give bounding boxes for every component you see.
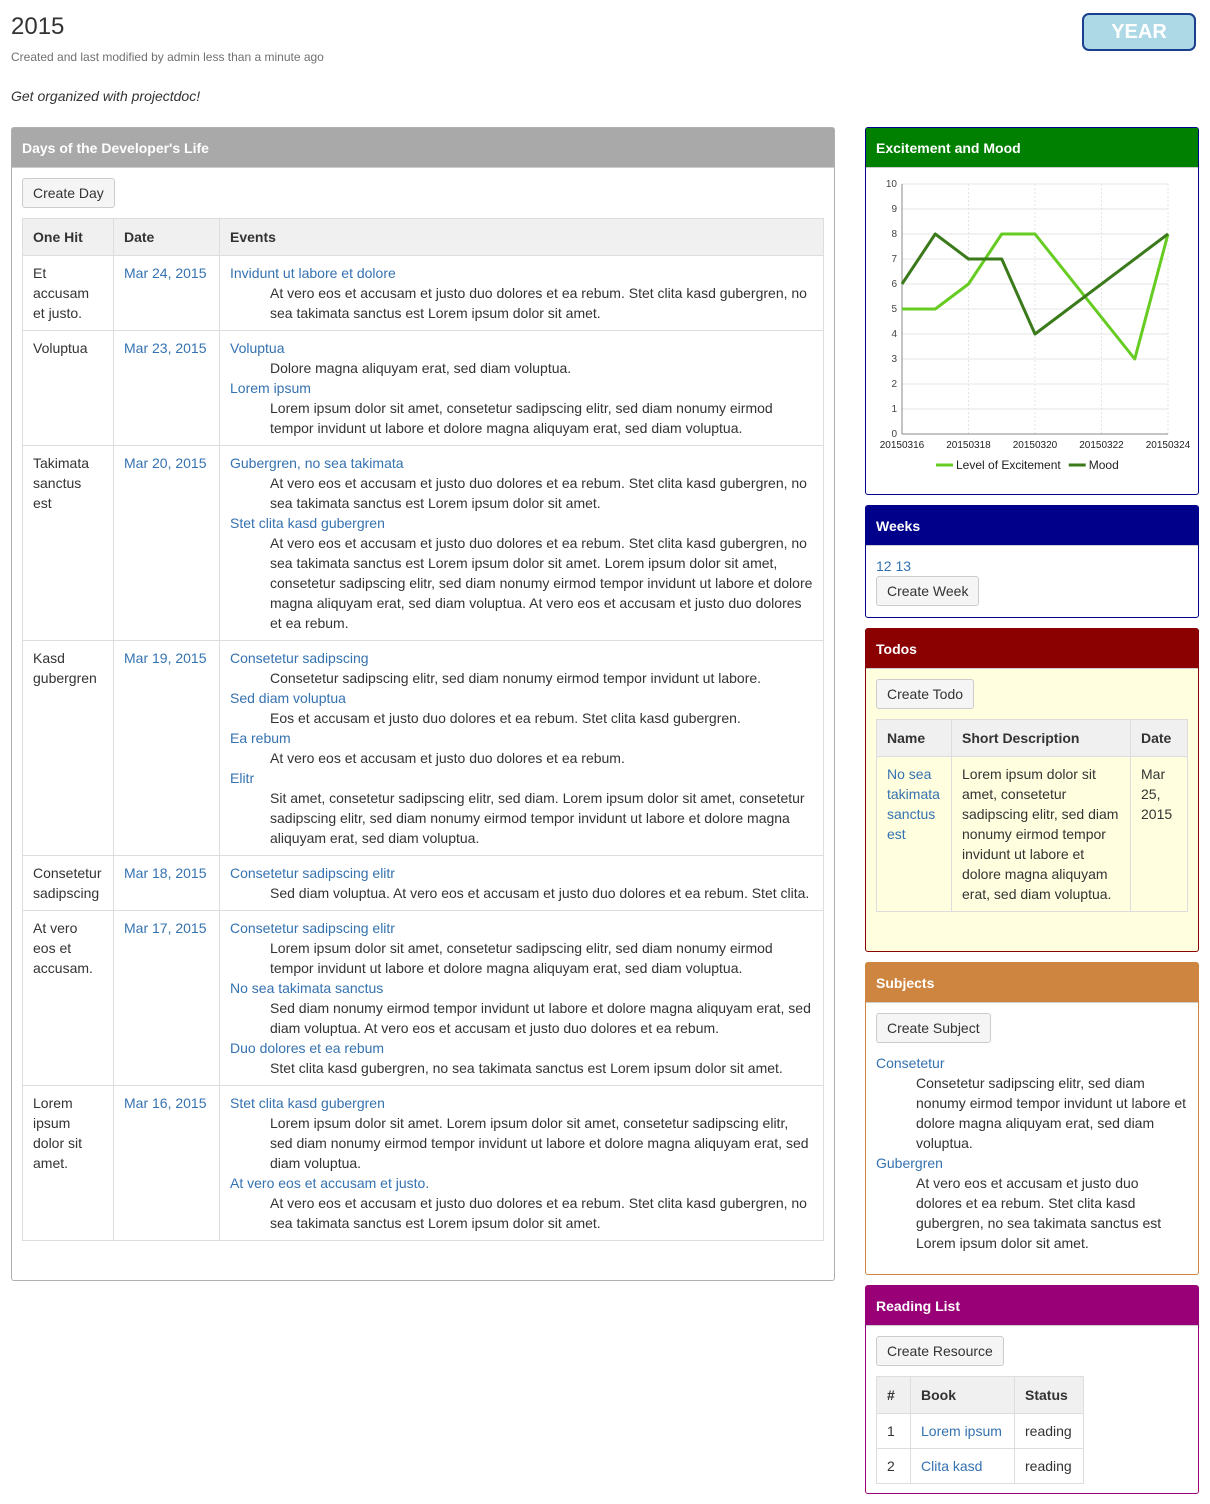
event-description: At vero eos et accusam et justo duo dolores et ea rebum.: [270, 750, 625, 766]
table-row: [877, 1449, 1084, 1484]
table-row: [23, 446, 824, 641]
day-date-link[interactable]: Mar 20, 2015: [124, 455, 207, 471]
event-description: Sit amet, consetetur sadipscing elitr, sed diam. Lorem ipsum dolor sit amet, consetetur sadipscing elitr, sed diam nonumy eirmod tempor invidunt ut labore et dolore magna aliquyam erat, sed diam voluptua.: [270, 790, 805, 846]
table-row: [23, 856, 824, 911]
weeks-list: [876, 556, 1188, 576]
event-link[interactable]: Ea rebum: [230, 730, 291, 746]
subject-description: Consetetur sadipscing elitr, sed diam nonumy eirmod tempor invidunt ut labore et dolore magna aliquyam erat, sed diam voluptua.: [916, 1075, 1187, 1151]
date-cell: [114, 641, 220, 856]
y-tick-label: 4: [891, 329, 897, 340]
todo-description: Lorem ipsum dolor sit amet, consetetur sadipscing elitr, sed diam nonumy eirmod tempor invidunt ut labore et dolore magna aliquyam erat, sed diam voluptua.: [952, 757, 1131, 912]
x-tick-label: 20150316: [879, 440, 925, 451]
event-description: At vero eos et accusam et justo duo dolores et ea rebum. Stet clita kasd gubergren, no sea takimata sanctus est Lorem ipsum dolor sit amet.: [270, 1195, 807, 1231]
y-tick-label: 3: [891, 354, 897, 365]
event-description: Sed diam nonumy eirmod tempor invidunt ut labore et dolore magna aliquyam erat, sed diam voluptua. At vero eos et accusam et justo duo dolores et ea rebum.: [270, 1000, 811, 1036]
one-hit-cell: Kasd gubergren: [23, 641, 114, 856]
column-header-name[interactable]: Name: [877, 720, 952, 757]
y-tick-label: 0: [891, 429, 897, 440]
column-header-events[interactable]: Events: [220, 219, 824, 256]
day-date-link[interactable]: Mar 16, 2015: [124, 1095, 207, 1111]
event-description: Dolore magna aliquyam erat, sed diam voluptua.: [270, 360, 572, 376]
event-link[interactable]: Sed diam voluptua: [230, 690, 346, 706]
column-header-short-description[interactable]: Short Description: [952, 720, 1131, 757]
x-tick-label: 20150320: [1012, 440, 1058, 451]
todos-panel: [865, 628, 1199, 952]
date-cell: [114, 911, 220, 1086]
table-row: [23, 256, 824, 331]
create-todo-button[interactable]: Create Todo: [876, 679, 974, 709]
weeks-panel: [865, 505, 1199, 618]
week-link[interactable]: 13: [895, 558, 912, 574]
create-week-button[interactable]: Create Week: [876, 576, 979, 606]
events-cell: [220, 1086, 824, 1241]
event-link[interactable]: Gubergren, no sea takimata: [230, 455, 404, 471]
legend-label: Mood: [1088, 458, 1119, 472]
table-row: [23, 911, 824, 1086]
todo-name-cell: [877, 757, 952, 912]
y-tick-label: 1: [891, 404, 897, 415]
table-row: [23, 331, 824, 446]
column-header-date[interactable]: Date: [114, 219, 220, 256]
event-link[interactable]: Voluptua: [230, 340, 285, 356]
events-list: [230, 263, 813, 323]
one-hit-cell: Voluptua: [23, 331, 114, 446]
event-link[interactable]: Elitr: [230, 770, 255, 786]
subject-description: At vero eos et accusam et justo duo dolores et ea rebum. Stet clita kasd gubergren, no sea takimata sanctus est Lorem ipsum dolor sit amet.: [916, 1175, 1162, 1251]
table-row: [877, 757, 1188, 912]
year-badge: YEAR: [1082, 13, 1196, 51]
column-header-date[interactable]: Date: [1131, 720, 1188, 757]
column-header-one-hit[interactable]: One Hit: [23, 219, 114, 256]
chart-panel-title: Excitement and Mood: [866, 128, 1198, 168]
event-description: Lorem ipsum dolor sit amet. Lorem ipsum dolor sit amet, consetetur sadipscing elitr, sed diam nonumy eirmod tempor invidunt ut labore et dolore magna aliquyam erat, sed diam voluptua.: [270, 1115, 809, 1171]
column-header-status[interactable]: Status: [1015, 1377, 1084, 1414]
one-hit-cell: Consetetur sadipscing: [23, 856, 114, 911]
book-cell: [911, 1449, 1015, 1484]
weeks-panel-title: Weeks: [866, 506, 1198, 546]
column-header-number[interactable]: #: [877, 1377, 911, 1414]
y-tick-label: 7: [891, 254, 897, 265]
x-tick-label: 20150318: [946, 440, 991, 451]
one-hit-cell: Et accusam et justo.: [23, 256, 114, 331]
page-tagline: Get organized with projectdoc!: [11, 88, 201, 104]
x-tick-label: 20150322: [1079, 440, 1124, 451]
create-subject-button[interactable]: Create Subject: [876, 1013, 991, 1043]
todos-table: [876, 719, 1188, 912]
events-cell: [220, 856, 824, 911]
date-cell: [114, 256, 220, 331]
event-link[interactable]: Lorem ipsum: [230, 380, 311, 396]
todos-panel-title: Todos: [866, 629, 1198, 669]
events-cell: [220, 641, 824, 856]
day-date-link[interactable]: Mar 19, 2015: [124, 650, 207, 666]
event-description: Consetetur sadipscing elitr, sed diam nonumy eirmod tempor invidunt ut labore.: [270, 670, 762, 686]
event-link[interactable]: Stet clita kasd gubergren: [230, 515, 385, 531]
date-cell: [114, 446, 220, 641]
table-row: [23, 1086, 824, 1241]
date-cell: [114, 856, 220, 911]
y-tick-label: 2: [891, 379, 897, 390]
events-list: [230, 1093, 813, 1233]
date-cell: [114, 1086, 220, 1241]
events-cell: [220, 911, 824, 1086]
reading-list-panel-title: Reading List: [866, 1286, 1198, 1326]
event-link[interactable]: Consetetur sadipscing elitr: [230, 920, 395, 936]
one-hit-cell: At vero eos et accusam.: [23, 911, 114, 1086]
book-link[interactable]: Clita kasd: [921, 1458, 983, 1474]
book-number: 1: [877, 1414, 911, 1449]
legend-label: Level of Excitement: [956, 458, 1061, 472]
x-tick-label: 20150324: [1145, 440, 1191, 451]
one-hit-cell: Lorem ipsum dolor sit amet.: [23, 1086, 114, 1241]
book-number: 2: [877, 1449, 911, 1484]
event-link[interactable]: Consetetur sadipscing: [230, 650, 369, 666]
events-list: [230, 338, 813, 438]
event-description: At vero eos et accusam et justo duo dolores et ea rebum. Stet clita kasd gubergren, no sea takimata sanctus est Lorem ipsum dolor sit amet.: [270, 475, 807, 511]
event-link[interactable]: Duo dolores et ea rebum: [230, 1040, 385, 1056]
subject-link[interactable]: Consetetur: [876, 1055, 945, 1071]
events-list: [230, 453, 813, 633]
days-panel-title: Days of the Developer's Life: [12, 128, 834, 168]
book-status: reading: [1015, 1449, 1084, 1484]
event-link[interactable]: At vero eos et accusam et justo.: [230, 1175, 430, 1191]
chart-panel: [865, 127, 1199, 495]
one-hit-cell: Takimata sanctus est: [23, 446, 114, 641]
reading-list-table: [876, 1376, 1084, 1484]
todo-name-link[interactable]: No sea takimata sanctus est: [887, 766, 940, 842]
book-status: reading: [1015, 1414, 1084, 1449]
event-description: Stet clita kasd gubergren, no sea takimata sanctus est Lorem ipsum dolor sit amet.: [270, 1060, 783, 1076]
event-description: Sed diam voluptua. At vero eos et accusam et justo duo dolores et ea rebum. Stet clita.: [270, 885, 810, 901]
create-resource-button[interactable]: Create Resource: [876, 1336, 1004, 1366]
day-date-link[interactable]: Mar 17, 2015: [124, 920, 207, 936]
y-tick-label: 5: [891, 304, 897, 315]
excitement-mood-chart: [866, 168, 1198, 488]
event-link[interactable]: No sea takimata sanctus: [230, 980, 384, 996]
events-list: [230, 863, 813, 903]
event-description: Eos et accusam et justo duo dolores et ea rebum. Stet clita kasd gubergren.: [270, 710, 741, 726]
subjects-list: [876, 1053, 1188, 1253]
day-date-link[interactable]: Mar 24, 2015: [124, 265, 207, 281]
page-title: 2015: [11, 13, 65, 40]
column-header-book[interactable]: Book: [911, 1377, 1015, 1414]
y-tick-label: 6: [891, 279, 897, 290]
days-panel: [11, 127, 835, 1281]
events-cell: [220, 256, 824, 331]
day-date-link[interactable]: Mar 18, 2015: [124, 865, 207, 881]
event-link[interactable]: Invidunt ut labore et dolore: [230, 265, 396, 281]
date-cell: [114, 331, 220, 446]
book-cell: [911, 1414, 1015, 1449]
event-description: Lorem ipsum dolor sit amet, consetetur sadipscing elitr, sed diam nonumy eirmod tempor invidunt ut labore et dolore magna aliquyam erat, sed diam voluptua.: [270, 400, 773, 436]
events-cell: [220, 331, 824, 446]
subject-link[interactable]: Gubergren: [876, 1155, 943, 1171]
event-description: Lorem ipsum dolor sit amet, consetetur sadipscing elitr, sed diam nonumy eirmod tempor invidunt ut labore et dolore magna aliquyam erat, sed diam voluptua.: [270, 940, 773, 976]
subjects-panel-title: Subjects: [866, 963, 1198, 1003]
events-cell: [220, 446, 824, 641]
event-description: At vero eos et accusam et justo duo dolores et ea rebum. Stet clita kasd gubergren, no sea takimata sanctus est Lorem ipsum dolor sit amet. Lorem ipsum dolor sit amet, consetetur sadipscing elitr, sed diam nonumy eirmod tempor invidunt ut labore et dolore magna aliquyam erat, sed diam voluptua. At vero eos et accusam et justo duo dolores et ea rebum.: [270, 535, 813, 631]
book-link[interactable]: Lorem ipsum: [921, 1423, 1002, 1439]
create-day-button[interactable]: Create Day: [22, 178, 115, 208]
event-link[interactable]: Consetetur sadipscing elitr: [230, 865, 395, 881]
days-table: [22, 218, 824, 1241]
events-list: [230, 648, 813, 848]
day-date-link[interactable]: Mar 23, 2015: [124, 340, 207, 356]
y-tick-label: 8: [891, 229, 897, 240]
todo-date: Mar 25, 2015: [1131, 757, 1188, 912]
page-byline: Created and last modified by admin less than a minute ago: [11, 50, 324, 64]
y-tick-label: 9: [891, 204, 897, 215]
week-link[interactable]: 12: [876, 558, 892, 574]
subjects-panel: [865, 962, 1199, 1275]
table-row: [23, 641, 824, 856]
reading-list-panel: [865, 1285, 1199, 1494]
events-list: [230, 918, 813, 1078]
event-link[interactable]: Stet clita kasd gubergren: [230, 1095, 385, 1111]
event-description: At vero eos et accusam et justo duo dolores et ea rebum. Stet clita kasd gubergren, no sea takimata sanctus est Lorem ipsum dolor sit amet.: [270, 285, 807, 321]
y-tick-label: 10: [885, 179, 897, 190]
table-row: [877, 1414, 1084, 1449]
